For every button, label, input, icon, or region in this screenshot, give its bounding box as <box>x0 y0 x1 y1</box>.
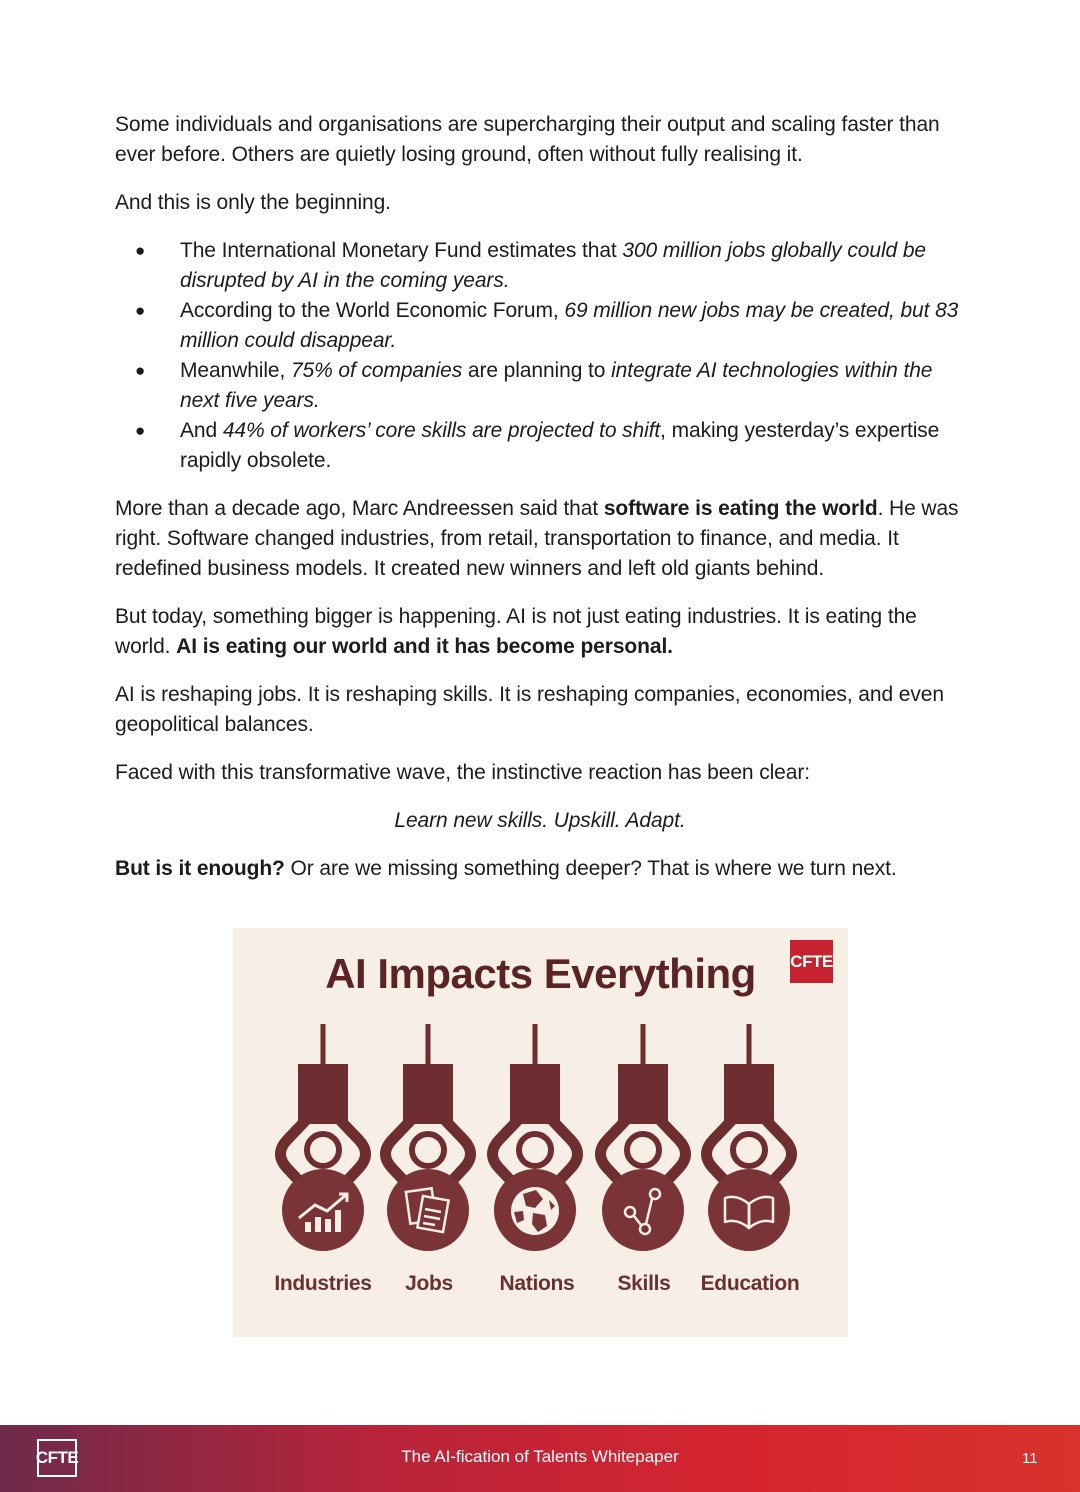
quote: Learn new skills. Upskill. Adapt. <box>394 809 686 832</box>
label-education: Education <box>700 1272 800 1295</box>
paragraph-bigger: But today, something bigger is happening. AI is not just eating industries. It is eating the world. AI is eating our world and it has become personal. <box>115 605 917 658</box>
paragraph-1: Some individuals and organisations are supercharging their output and scaling faster than ever before. Others are quietly losing ground, often without fully realising it. <box>115 113 940 166</box>
statistics-list <box>115 236 965 476</box>
list-item: ● The International Monetary Fund estimates that 300 million jobs globally could be disrupted by AI in the coming years. <box>115 236 965 296</box>
claw-skills <box>601 1024 686 1251</box>
paragraph-2: And this is only the beginning. <box>115 191 391 214</box>
paragraph-reshaping: AI is reshaping jobs. It is reshaping skills. It is reshaping companies, economies, and even geopolitical balances. <box>115 683 944 736</box>
infographic-title: AI Impacts Everything <box>325 950 756 997</box>
list-item: ● According to the World Economic Forum, 69 million new jobs may be created, but 83 million could disappear. <box>115 296 965 356</box>
paragraph-reaction: Faced with this transformative wave, the instinctive reaction has been clear: <box>115 761 810 784</box>
label-industries: Industries <box>274 1272 372 1295</box>
bullet-icon: ● <box>135 361 146 380</box>
label-skills: Skills <box>617 1272 671 1295</box>
document-body <box>115 110 965 902</box>
bullet-icon: ● <box>135 301 146 320</box>
globe-icon <box>511 1187 559 1235</box>
page-footer <box>0 1425 1080 1492</box>
claw-nations <box>493 1024 578 1251</box>
footer-cfte-logo: CFTE <box>37 1439 77 1477</box>
bullet-icon: ● <box>135 241 146 260</box>
footer-title: The AI-fication of Talents Whitepaper <box>401 1447 679 1466</box>
claw-education <box>707 1024 792 1251</box>
claw-industries <box>281 1024 366 1251</box>
ai-impacts-infographic <box>233 928 848 1337</box>
list-item: ● And 44% of workers’ core skills are projected to shift, making yesterday’s expertise rapidly obsolete. <box>115 416 965 476</box>
list-item: ● Meanwhile, 75% of companies are planning to integrate AI technologies within the next five years. <box>115 356 965 416</box>
page-number: 11 <box>1022 1450 1038 1467</box>
claw-jobs <box>386 1024 471 1251</box>
paragraph-andreessen: More than a decade ago, Marc Andreessen said that software is eating the world. He was right. Software changed industries, from retail, transportation to finance, and media. It redefined business models. It created new winners and left old giants behind. <box>115 497 959 580</box>
label-jobs: Jobs <box>405 1272 453 1295</box>
paragraph-closing: But is it enough? Or are we missing something deeper? That is where we turn next. <box>115 857 897 880</box>
bullet-icon: ● <box>135 421 146 440</box>
cfte-logo: CFTE <box>790 940 833 983</box>
label-nations: Nations <box>499 1272 575 1295</box>
